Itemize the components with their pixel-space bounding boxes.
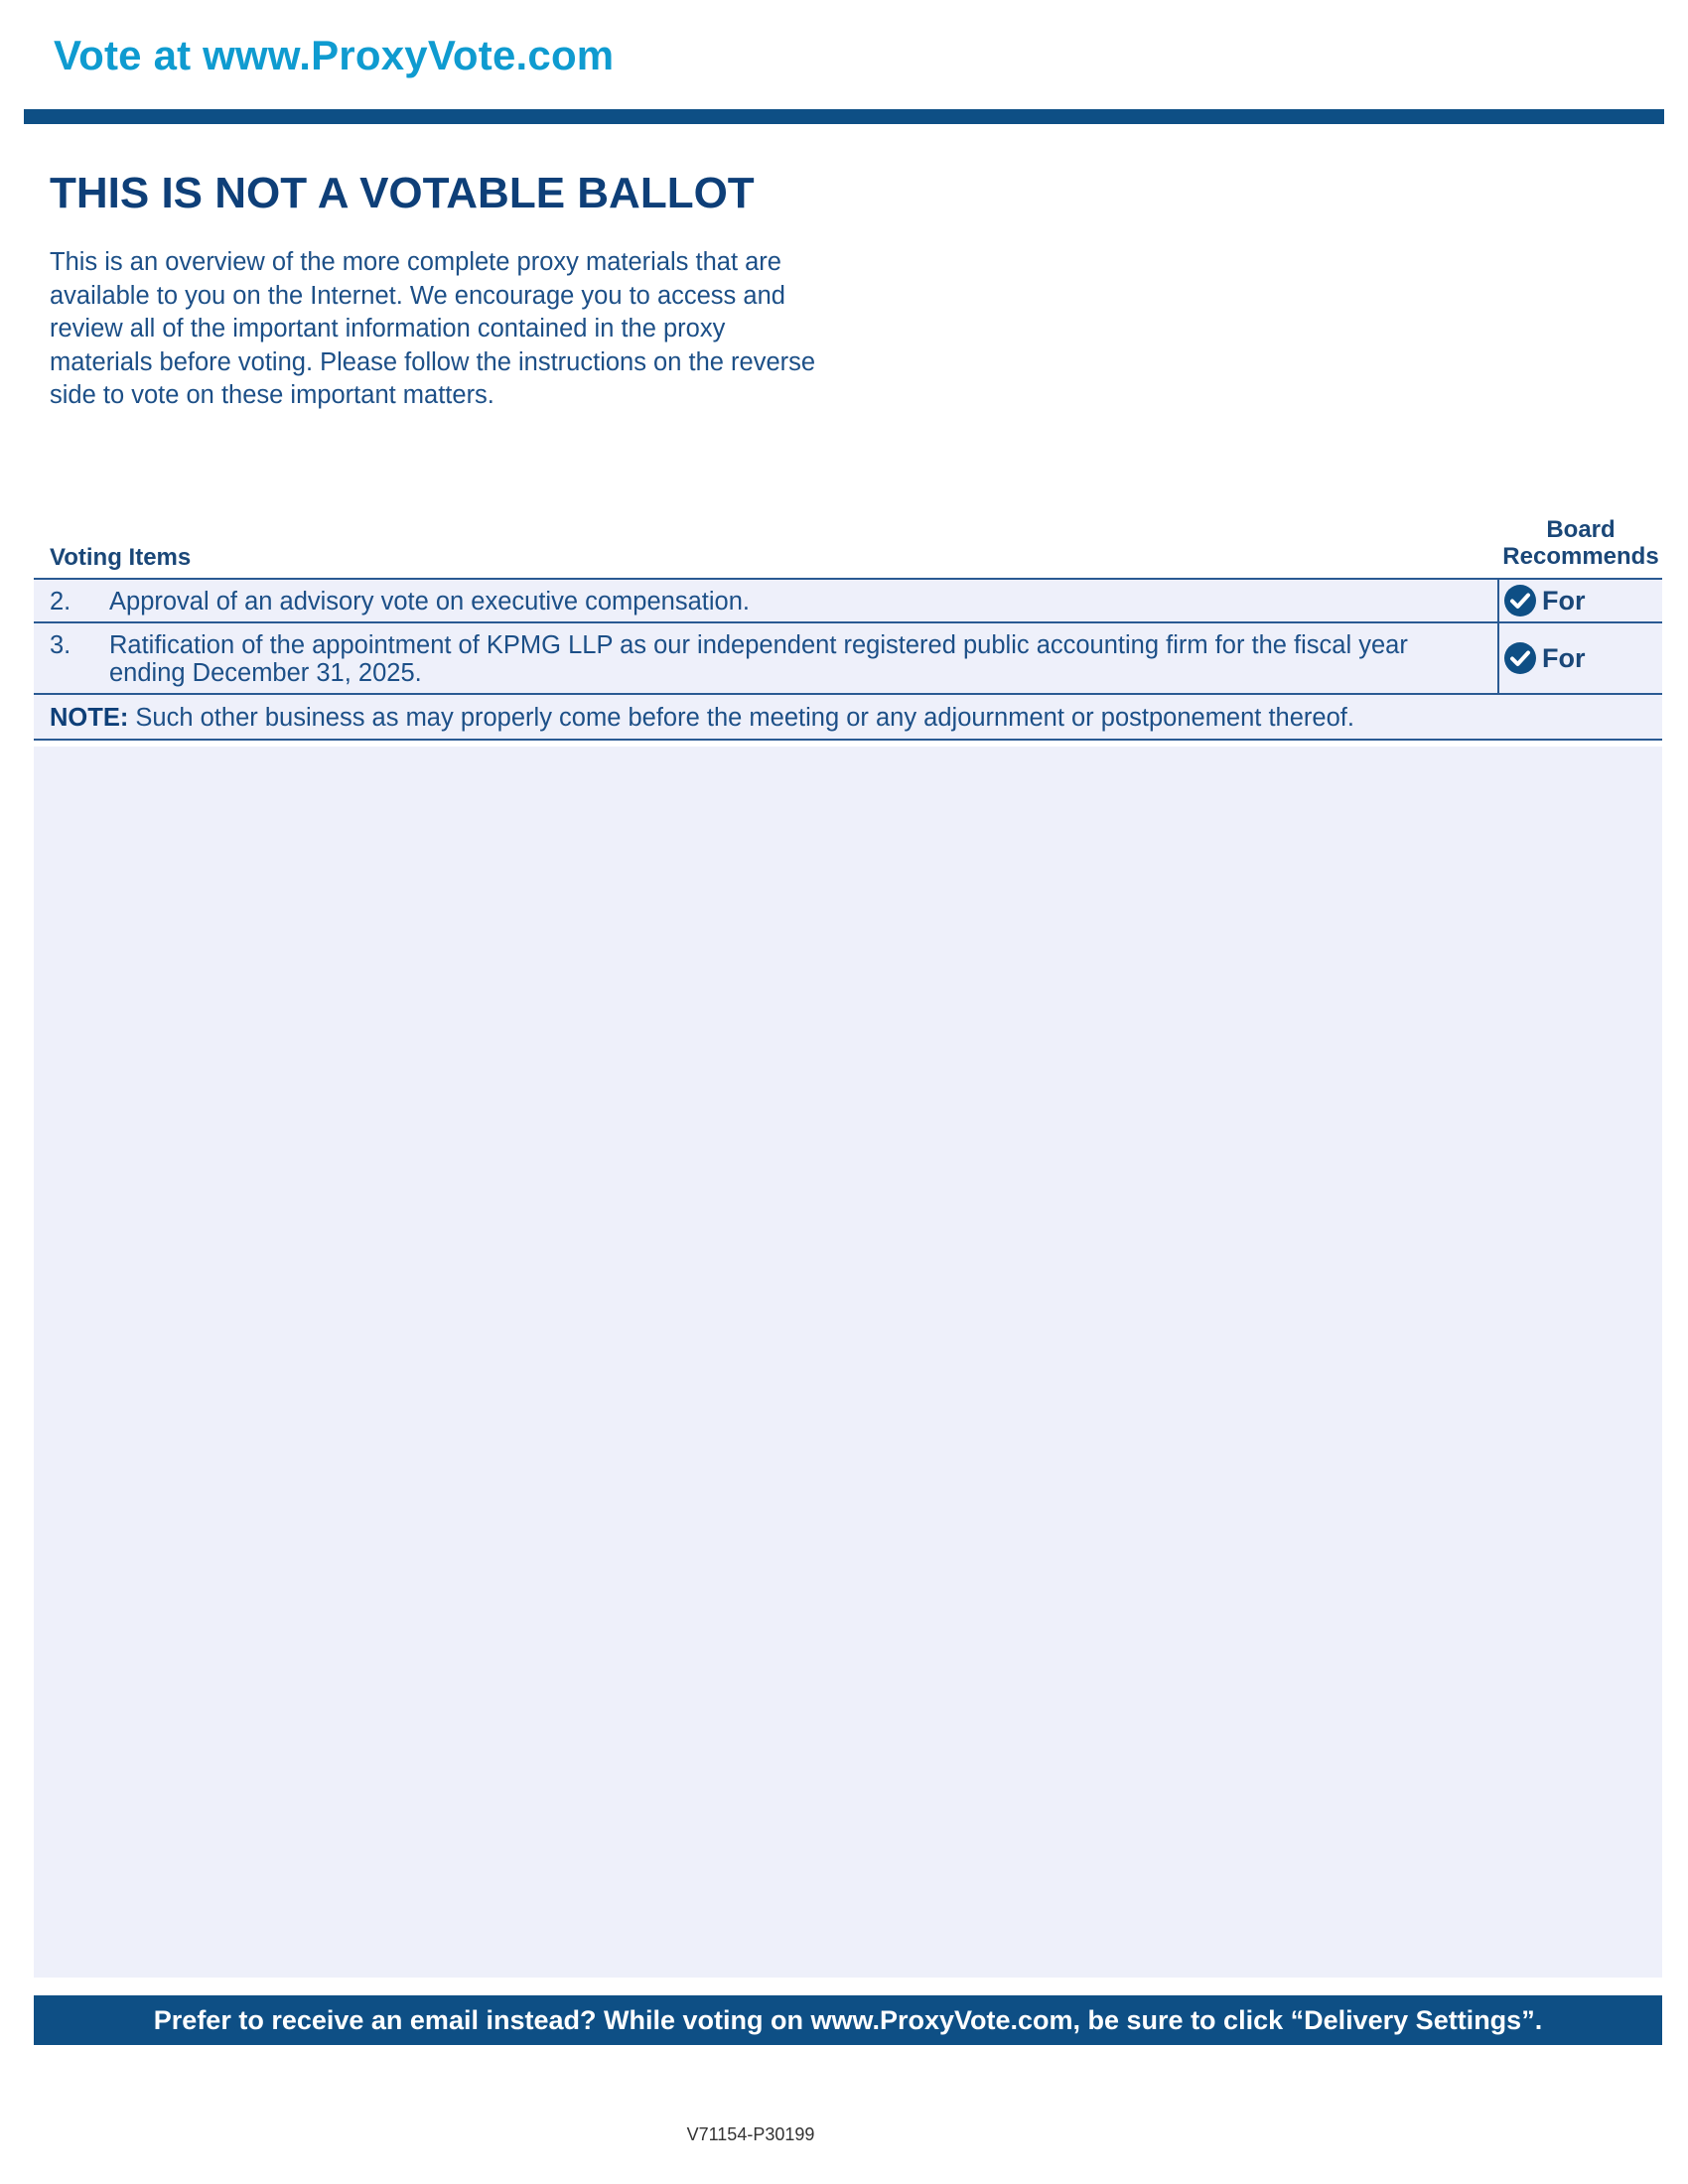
recommendation-label: For [1542,642,1586,673]
email-delivery-banner-text: Prefer to receive an email instead? While voting on www.ProxyVote.com, be sure to click “Delivery Settings”. [153,2004,1543,2035]
intro-paragraph: This is an overview of the more complete proxy materials that are available to you on the Internet. We encourage you to access and review all of the important information contained in the proxy materials before voting. Please follow the instructions on the reverse side to vote on these important matters. [50,248,816,409]
header-divider [24,109,1664,124]
item-description: Ratification of the appointment of KPMG LLP as our independent registered public accounting firm for the fiscal year ending December 31, 2025. [109,631,1408,687]
voting-item-cell [34,580,1499,621]
check-circle-icon [1503,641,1537,675]
table-row [34,623,1662,695]
ballot-heading: THIS IS NOT A VOTABLE BALLOT [50,169,755,217]
item-number: 2. [50,588,71,615]
table-row [34,580,1662,623]
note-label: NOTE: [50,704,129,732]
header-title: Vote at www.ProxyVote.com [54,32,615,78]
column-header-board-recommends [1499,516,1662,570]
check-circle-icon [1503,584,1537,617]
blank-shaded-panel [34,747,1662,1978]
email-delivery-banner [34,1995,1662,2045]
item-number: 3. [50,631,71,659]
note-row [34,695,1662,741]
recommendation-cell [1499,623,1662,693]
control-code: V71154-P30199 [686,2124,815,2144]
note-text: Such other business as may properly come before the meeting or any adjournment or postponement thereof. [128,704,1354,732]
column-header-board-line1: Board [1546,516,1616,543]
item-description: Approval of an advisory vote on executive compensation. [109,588,750,615]
column-header-voting-items: Voting Items [50,544,192,571]
voting-item-cell [34,623,1499,693]
recommendation-cell [1499,580,1662,621]
voting-items-table [34,578,1662,741]
column-header-board-line2: Recommends [1502,543,1659,570]
recommendation-label: For [1542,585,1586,615]
